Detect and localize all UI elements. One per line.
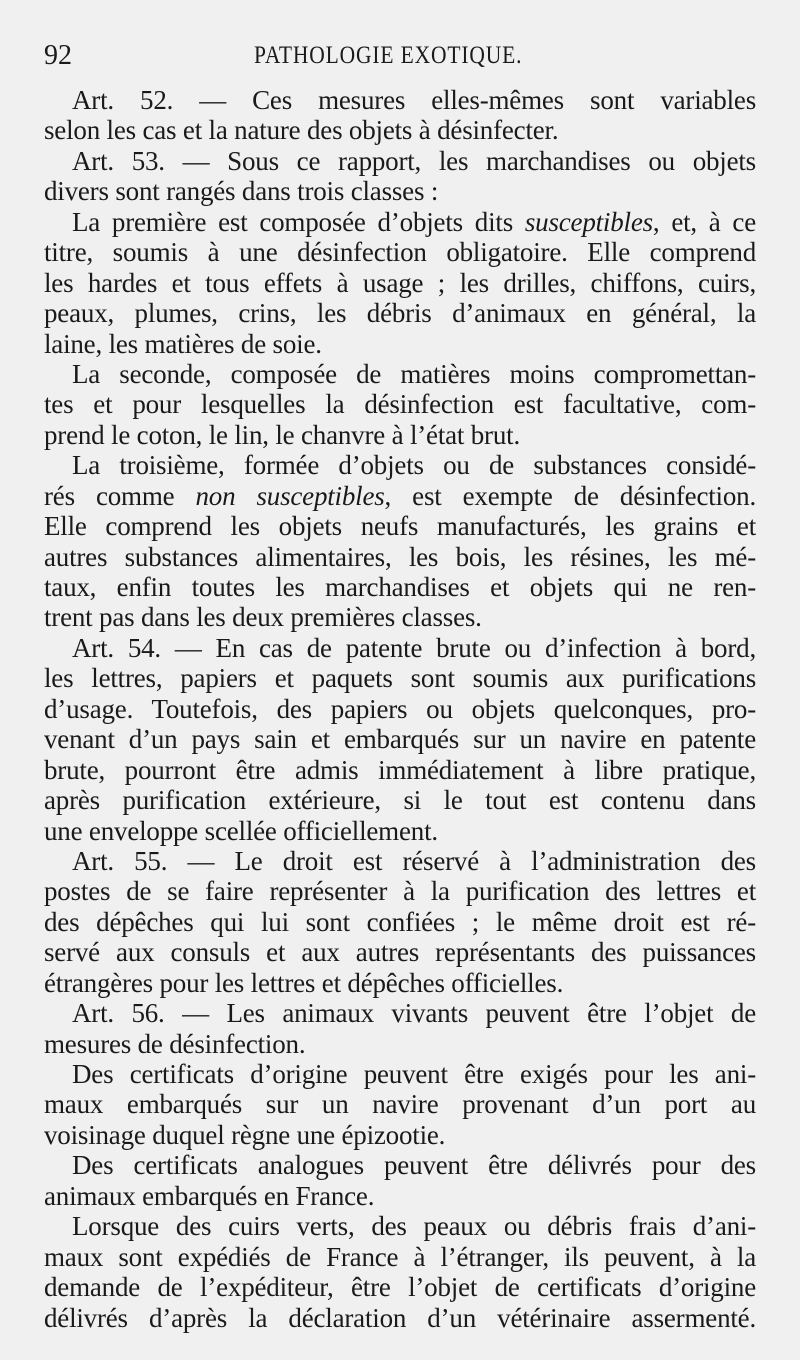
text-line: prend le coton, le lin, le chanvre à l’état brut. <box>44 419 521 450</box>
text-line: Des certificats analogues peuvent être délivrés pour des <box>72 1150 756 1181</box>
text-line: postes de se faire représenter à la purification des lettres et <box>44 876 756 907</box>
text-line: laine, les matières de soie. <box>44 328 322 359</box>
text-line: autres substances alimentaires, les bois, les résines, les mé- <box>44 541 756 572</box>
text-line: Art. 53. — Sous ce rapport, les marchandises ou objets <box>72 145 756 176</box>
text-line: maux sont expédiés de France à l’étranger, ils peuvent, à la <box>44 1241 756 1272</box>
text-line: La seconde, composée de matières moins compromettan- <box>72 358 756 389</box>
text-line: La troisième, formée d’objets ou de substances considé- <box>72 450 756 481</box>
text-line: après purification extérieure, si le tout est contenu dans <box>44 785 756 816</box>
text-line: La première est composée d’objets dits susceptibles, et, à ce <box>72 206 756 237</box>
text-line: les lettres, papiers et paquets sont soumis aux purifications <box>44 663 756 694</box>
text-line: Art. 56. — Les animaux vivants peuvent être l’objet de <box>72 998 756 1029</box>
text-line: titre, soumis à une désinfection obligatoire. Elle comprend <box>44 237 756 268</box>
text-line: mesures de désinfection. <box>44 1028 306 1059</box>
text-line: maux embarqués sur un navire provenant d’un port au <box>44 1089 756 1120</box>
text-line: taux, enfin toutes les marchandises et objets qui ne ren- <box>44 572 756 602</box>
text-line: rés comme non susceptibles, est exempte de désinfection. <box>44 480 756 511</box>
text-line: demande de l’expéditeur, être l’objet de certificats d’origine <box>44 1272 756 1303</box>
page-number: 92 <box>44 40 72 71</box>
text-line: Art. 52. — Ces mesures elles-mêmes sont variables <box>72 85 756 115</box>
text-line: trent pas dans les deux premières classes. <box>44 602 482 633</box>
text-line: d’usage. Toutefois, des papiers ou objets quelconques, pro- <box>44 693 756 724</box>
italic-phrase: susceptibles <box>524 206 653 237</box>
text-line: Des certificats d’origine peuvent être exigés pour les ani- <box>72 1059 756 1089</box>
text-line: peaux, plumes, crins, les débris d’animaux en général, la <box>44 298 756 329</box>
text-line: délivrés d’après la déclaration d’un vétérinaire assermenté. <box>44 1302 756 1333</box>
text-line: étrangères pour les lettres et dépêches officielles. <box>44 967 564 998</box>
text-line: les hardes et tous effets à usage ; les drilles, chiffons, cuirs, <box>44 267 756 298</box>
text-line: venant d’un pays sain et embarqués sur un navire en patente <box>44 724 756 755</box>
body-text <box>44 85 756 1333</box>
text-line: voisinage duquel règne une épizootie. <box>44 1119 446 1150</box>
page-header <box>44 38 756 74</box>
text-line: tes et pour lesquelles la désinfection est facultative, com- <box>44 389 756 420</box>
text-line: Lorsque des cuirs verts, des peaux ou débris frais d’ani- <box>72 1211 756 1242</box>
text-line: Art. 54. — En cas de patente brute ou d’infection à bord, <box>72 632 756 663</box>
italic-phrase: non susceptibles <box>195 480 385 511</box>
text-line: selon les cas et la nature des objets à désinfecter. <box>44 115 559 146</box>
text-line: servé aux consuls et aux autres représentants des puissances <box>44 937 756 968</box>
text-line: des dépêches qui lui sont confiées ; le même droit est ré- <box>44 906 756 937</box>
running-head: PATHOLOGIE EXOTIQUE. <box>254 42 523 69</box>
text-line: brute, pourront être admis immédiatement à libre pratique, <box>44 754 756 785</box>
text-line: Art. 55. — Le droit est réservé à l’administration des <box>72 845 756 876</box>
text-line: une enveloppe scellée officiellement. <box>44 815 438 846</box>
text-line: animaux embarqués en France. <box>44 1180 375 1211</box>
text-line: Elle comprend les objets neufs manufacturés, les grains et <box>44 511 756 542</box>
text-line: divers sont rangés dans trois classes : <box>44 176 439 207</box>
